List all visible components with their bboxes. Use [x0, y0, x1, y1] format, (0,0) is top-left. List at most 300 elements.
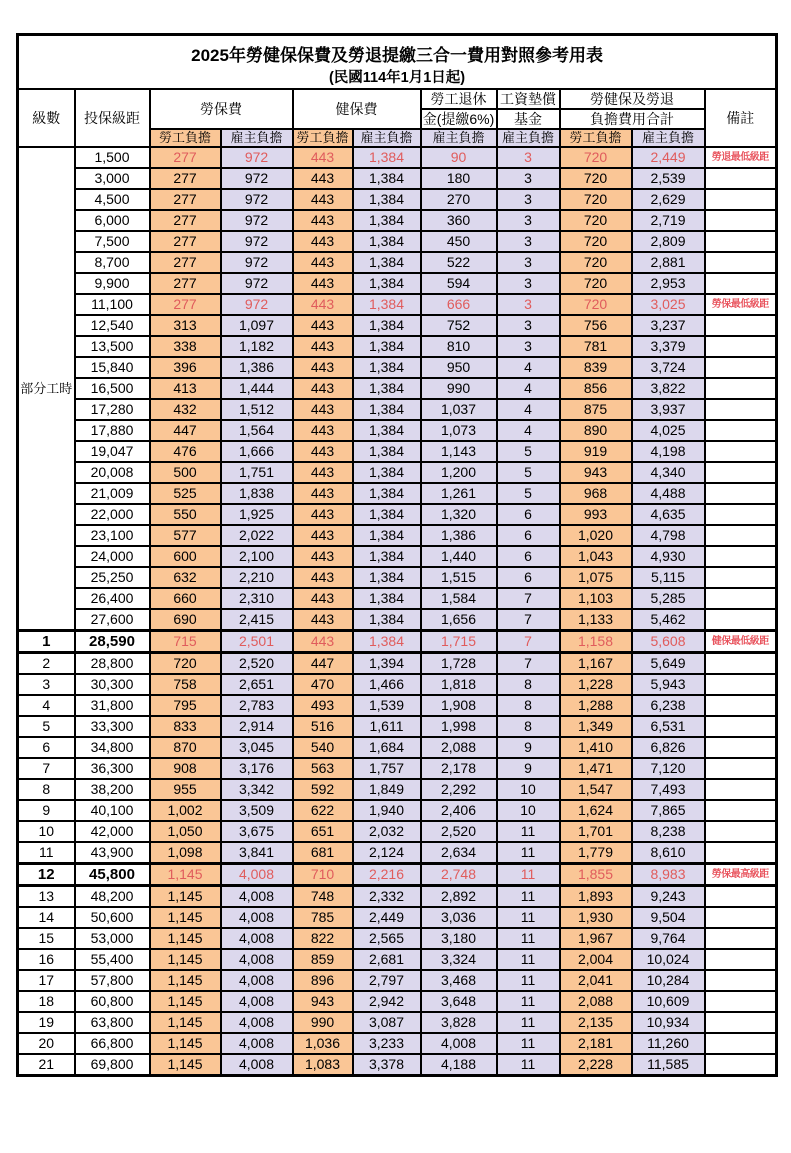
table-row	[18, 294, 777, 315]
page-subtitle: (民國114年1月1日起)	[328, 69, 466, 86]
cell-total-employee: 1,779	[560, 842, 632, 864]
cell-total-employee: 1,701	[560, 821, 632, 842]
cell-health-employee: 447	[293, 653, 353, 675]
subheader-pension-employer: 雇主負擔	[421, 129, 497, 147]
table-row	[18, 653, 777, 675]
cell-bracket: 28,800	[75, 653, 150, 675]
cell-total-employer: 10,934	[632, 1012, 705, 1033]
cell-labor-employee: 1,145	[150, 949, 221, 970]
cell-remark: 健保最低級距	[705, 631, 777, 653]
cell-total-employee: 2,135	[560, 1012, 632, 1033]
cell-labor-employee: 1,145	[150, 886, 221, 908]
cell-health-employee: 443	[293, 420, 353, 441]
cell-pension-employer: 2,520	[421, 821, 497, 842]
cell-health-employer: 1,611	[353, 716, 421, 737]
cell-health-employee: 1,036	[293, 1033, 353, 1054]
cell-total-employee: 1,020	[560, 525, 632, 546]
cell-total-employee: 1,471	[560, 758, 632, 779]
cell-health-employee: 443	[293, 441, 353, 462]
cell-pension-employer: 2,892	[421, 886, 497, 908]
cell-level: 12	[18, 864, 75, 886]
cell-bracket: 27,600	[75, 609, 150, 631]
cell-total-employee: 968	[560, 483, 632, 504]
cell-level: 21	[18, 1054, 75, 1076]
cell-health-employer: 2,332	[353, 886, 421, 908]
cell-health-employee: 470	[293, 674, 353, 695]
cell-total-employee: 2,041	[560, 970, 632, 991]
cell-health-employer: 1,684	[353, 737, 421, 758]
cell-pension-employer: 3,468	[421, 970, 497, 991]
cell-pension-employer: 360	[421, 210, 497, 231]
cell-total-employer: 2,881	[632, 252, 705, 273]
cell-pension-employer: 1,261	[421, 483, 497, 504]
cell-bracket: 33,300	[75, 716, 150, 737]
cell-pension-employer: 1,715	[421, 631, 497, 653]
cell-total-employee: 1,167	[560, 653, 632, 675]
table-row	[18, 928, 777, 949]
cell-health-employee: 785	[293, 907, 353, 928]
cell-health-employee: 443	[293, 483, 353, 504]
table-row	[18, 525, 777, 546]
cell-level: 17	[18, 970, 75, 991]
cell-labor-employer: 1,925	[221, 504, 293, 525]
cell-remark	[705, 189, 777, 210]
cell-health-employee: 443	[293, 189, 353, 210]
cell-total-employee: 1,103	[560, 588, 632, 609]
cell-bracket: 31,800	[75, 695, 150, 716]
cell-labor-employee: 432	[150, 399, 221, 420]
cell-total-employer: 2,539	[632, 168, 705, 189]
cell-bracket: 66,800	[75, 1033, 150, 1054]
cell-health-employee: 710	[293, 864, 353, 886]
cell-bracket: 57,800	[75, 970, 150, 991]
cell-level: 15	[18, 928, 75, 949]
cell-labor-employer: 3,045	[221, 737, 293, 758]
cell-total-employee: 720	[560, 252, 632, 273]
table-row	[18, 674, 777, 695]
cell-fund-employer: 11	[497, 949, 560, 970]
table-row	[18, 441, 777, 462]
cell-health-employee: 859	[293, 949, 353, 970]
cell-bracket: 20,008	[75, 462, 150, 483]
cell-remark	[705, 168, 777, 189]
cell-total-employee: 919	[560, 441, 632, 462]
cell-fund-employer: 11	[497, 864, 560, 886]
cell-health-employee: 943	[293, 991, 353, 1012]
cell-total-employee: 1,075	[560, 567, 632, 588]
cell-total-employee: 720	[560, 273, 632, 294]
cell-health-employer: 2,942	[353, 991, 421, 1012]
cell-health-employer: 1,384	[353, 441, 421, 462]
cell-health-employer: 1,384	[353, 546, 421, 567]
cell-pension-employer: 752	[421, 315, 497, 336]
cell-total-employee: 720	[560, 294, 632, 315]
table-row	[18, 567, 777, 588]
table-row	[18, 273, 777, 294]
cell-bracket: 22,000	[75, 504, 150, 525]
cell-fund-employer: 7	[497, 588, 560, 609]
cell-health-employee: 592	[293, 779, 353, 800]
cell-bracket: 25,250	[75, 567, 150, 588]
cell-bracket: 13,500	[75, 336, 150, 357]
cell-labor-employee: 277	[150, 189, 221, 210]
cell-remark: 勞保最低級距	[705, 294, 777, 315]
cell-fund-employer: 3	[497, 147, 560, 168]
cell-pension-employer: 2,406	[421, 800, 497, 821]
cell-labor-employee: 1,145	[150, 928, 221, 949]
cell-labor-employer: 972	[221, 210, 293, 231]
cell-total-employer: 3,822	[632, 378, 705, 399]
cell-labor-employer: 2,501	[221, 631, 293, 653]
cell-fund-employer: 11	[497, 842, 560, 864]
cell-labor-employee: 1,145	[150, 1054, 221, 1076]
cell-health-employee: 443	[293, 567, 353, 588]
cell-bracket: 3,000	[75, 168, 150, 189]
cell-pension-employer: 1,728	[421, 653, 497, 675]
cell-health-employee: 443	[293, 294, 353, 315]
table-row	[18, 864, 777, 886]
cell-level: 7	[18, 758, 75, 779]
cell-remark	[705, 737, 777, 758]
cell-health-employer: 1,757	[353, 758, 421, 779]
table-row	[18, 1054, 777, 1076]
cell-total-employer: 2,719	[632, 210, 705, 231]
subheader-fund-employer: 雇主負擔	[497, 129, 560, 147]
col-header-remark: 備註	[705, 89, 777, 147]
cell-health-employee: 443	[293, 462, 353, 483]
cell-total-employee: 781	[560, 336, 632, 357]
cell-labor-employer: 2,022	[221, 525, 293, 546]
cell-total-employer: 2,449	[632, 147, 705, 168]
cell-bracket: 16,500	[75, 378, 150, 399]
table-row	[18, 210, 777, 231]
cell-labor-employer: 972	[221, 294, 293, 315]
cell-labor-employer: 2,520	[221, 653, 293, 675]
cell-bracket: 36,300	[75, 758, 150, 779]
cell-total-employee: 993	[560, 504, 632, 525]
cell-pension-employer: 1,200	[421, 462, 497, 483]
cell-total-employer: 10,284	[632, 970, 705, 991]
cell-pension-employer: 1,515	[421, 567, 497, 588]
cell-fund-employer: 11	[497, 1033, 560, 1054]
cell-bracket: 7,500	[75, 231, 150, 252]
cell-health-employer: 3,378	[353, 1054, 421, 1076]
cell-health-employer: 1,384	[353, 336, 421, 357]
cell-bracket: 21,009	[75, 483, 150, 504]
cell-level: 19	[18, 1012, 75, 1033]
cell-labor-employer: 1,666	[221, 441, 293, 462]
cell-remark	[705, 231, 777, 252]
cell-fund-employer: 9	[497, 737, 560, 758]
cell-pension-employer: 1,998	[421, 716, 497, 737]
table-row	[18, 315, 777, 336]
cell-pension-employer: 1,908	[421, 695, 497, 716]
cell-remark	[705, 420, 777, 441]
cell-labor-employer: 1,751	[221, 462, 293, 483]
cell-bracket: 17,880	[75, 420, 150, 441]
cell-health-employer: 1,384	[353, 462, 421, 483]
cell-fund-employer: 8	[497, 695, 560, 716]
cell-labor-employer: 1,564	[221, 420, 293, 441]
cell-pension-employer: 1,073	[421, 420, 497, 441]
cell-health-employer: 1,384	[353, 631, 421, 653]
cell-labor-employer: 972	[221, 147, 293, 168]
cell-bracket: 45,800	[75, 864, 150, 886]
cell-bracket: 40,100	[75, 800, 150, 821]
cell-total-employer: 3,025	[632, 294, 705, 315]
cell-labor-employer: 972	[221, 168, 293, 189]
cell-labor-employee: 277	[150, 210, 221, 231]
cell-pension-employer: 666	[421, 294, 497, 315]
cell-health-employer: 1,940	[353, 800, 421, 821]
cell-health-employee: 443	[293, 525, 353, 546]
cell-remark	[705, 674, 777, 695]
cell-health-employer: 1,466	[353, 674, 421, 695]
cell-remark	[705, 907, 777, 928]
cell-total-employer: 5,285	[632, 588, 705, 609]
cell-health-employer: 1,384	[353, 210, 421, 231]
cell-total-employee: 2,181	[560, 1033, 632, 1054]
cell-total-employer: 8,610	[632, 842, 705, 864]
cell-health-employee: 1,083	[293, 1054, 353, 1076]
cell-labor-employer: 4,008	[221, 1054, 293, 1076]
part-time-merged-cell: 部分工時	[18, 147, 75, 631]
table-row	[18, 609, 777, 631]
table-row	[18, 991, 777, 1012]
cell-labor-employee: 525	[150, 483, 221, 504]
cell-labor-employer: 2,783	[221, 695, 293, 716]
cell-pension-employer: 1,037	[421, 399, 497, 420]
cell-health-employee: 443	[293, 588, 353, 609]
cell-bracket: 15,840	[75, 357, 150, 378]
cell-level: 20	[18, 1033, 75, 1054]
cell-fund-employer: 3	[497, 231, 560, 252]
cell-labor-employee: 277	[150, 231, 221, 252]
cell-pension-employer: 810	[421, 336, 497, 357]
cell-health-employer: 2,449	[353, 907, 421, 928]
cell-health-employee: 990	[293, 1012, 353, 1033]
cell-remark	[705, 525, 777, 546]
cell-fund-employer: 4	[497, 357, 560, 378]
cell-remark	[705, 653, 777, 675]
cell-health-employee: 443	[293, 336, 353, 357]
cell-labor-employer: 1,838	[221, 483, 293, 504]
cell-health-employee: 443	[293, 147, 353, 168]
cell-health-employer: 3,233	[353, 1033, 421, 1054]
table-row	[18, 399, 777, 420]
cell-health-employer: 1,384	[353, 273, 421, 294]
cell-bracket: 42,000	[75, 821, 150, 842]
cell-health-employee: 443	[293, 357, 353, 378]
cell-health-employer: 2,124	[353, 842, 421, 864]
cell-labor-employee: 1,002	[150, 800, 221, 821]
cell-total-employer: 8,983	[632, 864, 705, 886]
cell-pension-employer: 2,634	[421, 842, 497, 864]
cell-total-employer: 6,826	[632, 737, 705, 758]
table-row	[18, 779, 777, 800]
cell-remark	[705, 886, 777, 908]
cell-total-employee: 1,893	[560, 886, 632, 908]
cell-bracket: 6,000	[75, 210, 150, 231]
table-row	[18, 1012, 777, 1033]
cell-total-employer: 7,865	[632, 800, 705, 821]
cell-health-employer: 1,394	[353, 653, 421, 675]
cell-labor-employer: 3,509	[221, 800, 293, 821]
cell-remark	[705, 504, 777, 525]
cell-fund-employer: 11	[497, 991, 560, 1012]
cell-bracket: 60,800	[75, 991, 150, 1012]
cell-fund-employer: 10	[497, 800, 560, 821]
col-header-pension-line1: 勞工退休	[421, 89, 497, 109]
cell-bracket: 24,000	[75, 546, 150, 567]
cell-labor-employee: 413	[150, 378, 221, 399]
cell-pension-employer: 1,818	[421, 674, 497, 695]
cell-total-employee: 2,088	[560, 991, 632, 1012]
cell-pension-employer: 2,088	[421, 737, 497, 758]
cell-health-employer: 1,384	[353, 525, 421, 546]
table-row	[18, 147, 777, 168]
cell-health-employer: 1,384	[353, 504, 421, 525]
table-row	[18, 695, 777, 716]
cell-fund-employer: 11	[497, 928, 560, 949]
cell-health-employee: 443	[293, 546, 353, 567]
cell-labor-employer: 4,008	[221, 864, 293, 886]
table-row	[18, 252, 777, 273]
cell-health-employee: 493	[293, 695, 353, 716]
cell-labor-employee: 660	[150, 588, 221, 609]
cell-remark	[705, 567, 777, 588]
cell-labor-employer: 972	[221, 231, 293, 252]
cell-health-employer: 2,797	[353, 970, 421, 991]
col-header-pension-line2: 金(提繳6%)	[421, 109, 497, 129]
cell-labor-employee: 908	[150, 758, 221, 779]
page-title: 2025年勞健保保費及勞退提繳三合一費用對照參考用表	[191, 45, 603, 65]
cell-level: 16	[18, 949, 75, 970]
cell-total-employer: 11,585	[632, 1054, 705, 1076]
cell-bracket: 12,540	[75, 315, 150, 336]
cell-labor-employer: 4,008	[221, 907, 293, 928]
cell-total-employee: 720	[560, 231, 632, 252]
cell-fund-employer: 9	[497, 758, 560, 779]
cell-remark: 勞保最高級距	[705, 864, 777, 886]
col-header-labor-insurance: 勞保費	[150, 89, 293, 129]
cell-pension-employer: 1,320	[421, 504, 497, 525]
cell-health-employee: 748	[293, 886, 353, 908]
cell-total-employee: 720	[560, 210, 632, 231]
cell-labor-employee: 396	[150, 357, 221, 378]
cell-labor-employee: 758	[150, 674, 221, 695]
cell-health-employee: 443	[293, 399, 353, 420]
cell-health-employee: 563	[293, 758, 353, 779]
table-row	[18, 588, 777, 609]
cell-bracket: 69,800	[75, 1054, 150, 1076]
cell-level: 5	[18, 716, 75, 737]
cell-remark	[705, 357, 777, 378]
table-row	[18, 336, 777, 357]
table-row	[18, 716, 777, 737]
cell-labor-employee: 1,145	[150, 864, 221, 886]
cell-pension-employer: 3,648	[421, 991, 497, 1012]
cell-remark	[705, 441, 777, 462]
cell-bracket: 55,400	[75, 949, 150, 970]
cell-remark	[705, 800, 777, 821]
cell-total-employee: 2,004	[560, 949, 632, 970]
cell-total-employee: 2,228	[560, 1054, 632, 1076]
cell-total-employer: 3,237	[632, 315, 705, 336]
cell-total-employer: 3,724	[632, 357, 705, 378]
cell-total-employer: 6,238	[632, 695, 705, 716]
cell-fund-employer: 3	[497, 336, 560, 357]
cell-remark	[705, 1012, 777, 1033]
cell-total-employee: 856	[560, 378, 632, 399]
col-header-wage-fund-line1: 工資墊償	[497, 89, 560, 109]
cell-total-employee: 1,133	[560, 609, 632, 631]
cell-labor-employer: 4,008	[221, 928, 293, 949]
cell-labor-employer: 3,841	[221, 842, 293, 864]
cell-pension-employer: 3,036	[421, 907, 497, 928]
cell-pension-employer: 522	[421, 252, 497, 273]
cell-health-employer: 2,032	[353, 821, 421, 842]
cell-bracket: 26,400	[75, 588, 150, 609]
cell-remark	[705, 695, 777, 716]
cell-total-employer: 11,260	[632, 1033, 705, 1054]
cell-labor-employee: 476	[150, 441, 221, 462]
cell-health-employee: 622	[293, 800, 353, 821]
cell-total-employer: 9,764	[632, 928, 705, 949]
table-row	[18, 842, 777, 864]
cell-total-employee: 1,043	[560, 546, 632, 567]
cell-fund-employer: 6	[497, 546, 560, 567]
cell-health-employer: 1,384	[353, 420, 421, 441]
cell-health-employee: 443	[293, 231, 353, 252]
cell-labor-employer: 3,176	[221, 758, 293, 779]
cell-total-employer: 5,649	[632, 653, 705, 675]
col-header-wage-fund-line2: 基金	[497, 109, 560, 129]
cell-labor-employer: 3,675	[221, 821, 293, 842]
cell-fund-employer: 3	[497, 294, 560, 315]
cell-fund-employer: 3	[497, 273, 560, 294]
cell-fund-employer: 5	[497, 441, 560, 462]
col-header-health-insurance: 健保費	[293, 89, 421, 129]
cell-labor-employee: 1,145	[150, 970, 221, 991]
table-row	[18, 1033, 777, 1054]
cell-remark	[705, 462, 777, 483]
premium-reference-table	[16, 33, 778, 1077]
cell-level: 14	[18, 907, 75, 928]
cell-fund-employer: 4	[497, 378, 560, 399]
table-row	[18, 821, 777, 842]
table-row	[18, 758, 777, 779]
cell-labor-employee: 447	[150, 420, 221, 441]
cell-total-employee: 1,228	[560, 674, 632, 695]
cell-labor-employee: 277	[150, 252, 221, 273]
table-row	[18, 504, 777, 525]
table-row	[18, 631, 777, 653]
cell-fund-employer: 7	[497, 653, 560, 675]
cell-labor-employer: 4,008	[221, 1033, 293, 1054]
cell-remark: 勞退最低級距	[705, 147, 777, 168]
cell-total-employer: 2,809	[632, 231, 705, 252]
cell-labor-employer: 1,444	[221, 378, 293, 399]
cell-fund-employer: 7	[497, 609, 560, 631]
cell-remark	[705, 970, 777, 991]
cell-remark	[705, 483, 777, 504]
cell-remark	[705, 928, 777, 949]
cell-labor-employer: 4,008	[221, 970, 293, 991]
cell-bracket: 11,100	[75, 294, 150, 315]
table-row	[18, 737, 777, 758]
cell-health-employer: 2,565	[353, 928, 421, 949]
